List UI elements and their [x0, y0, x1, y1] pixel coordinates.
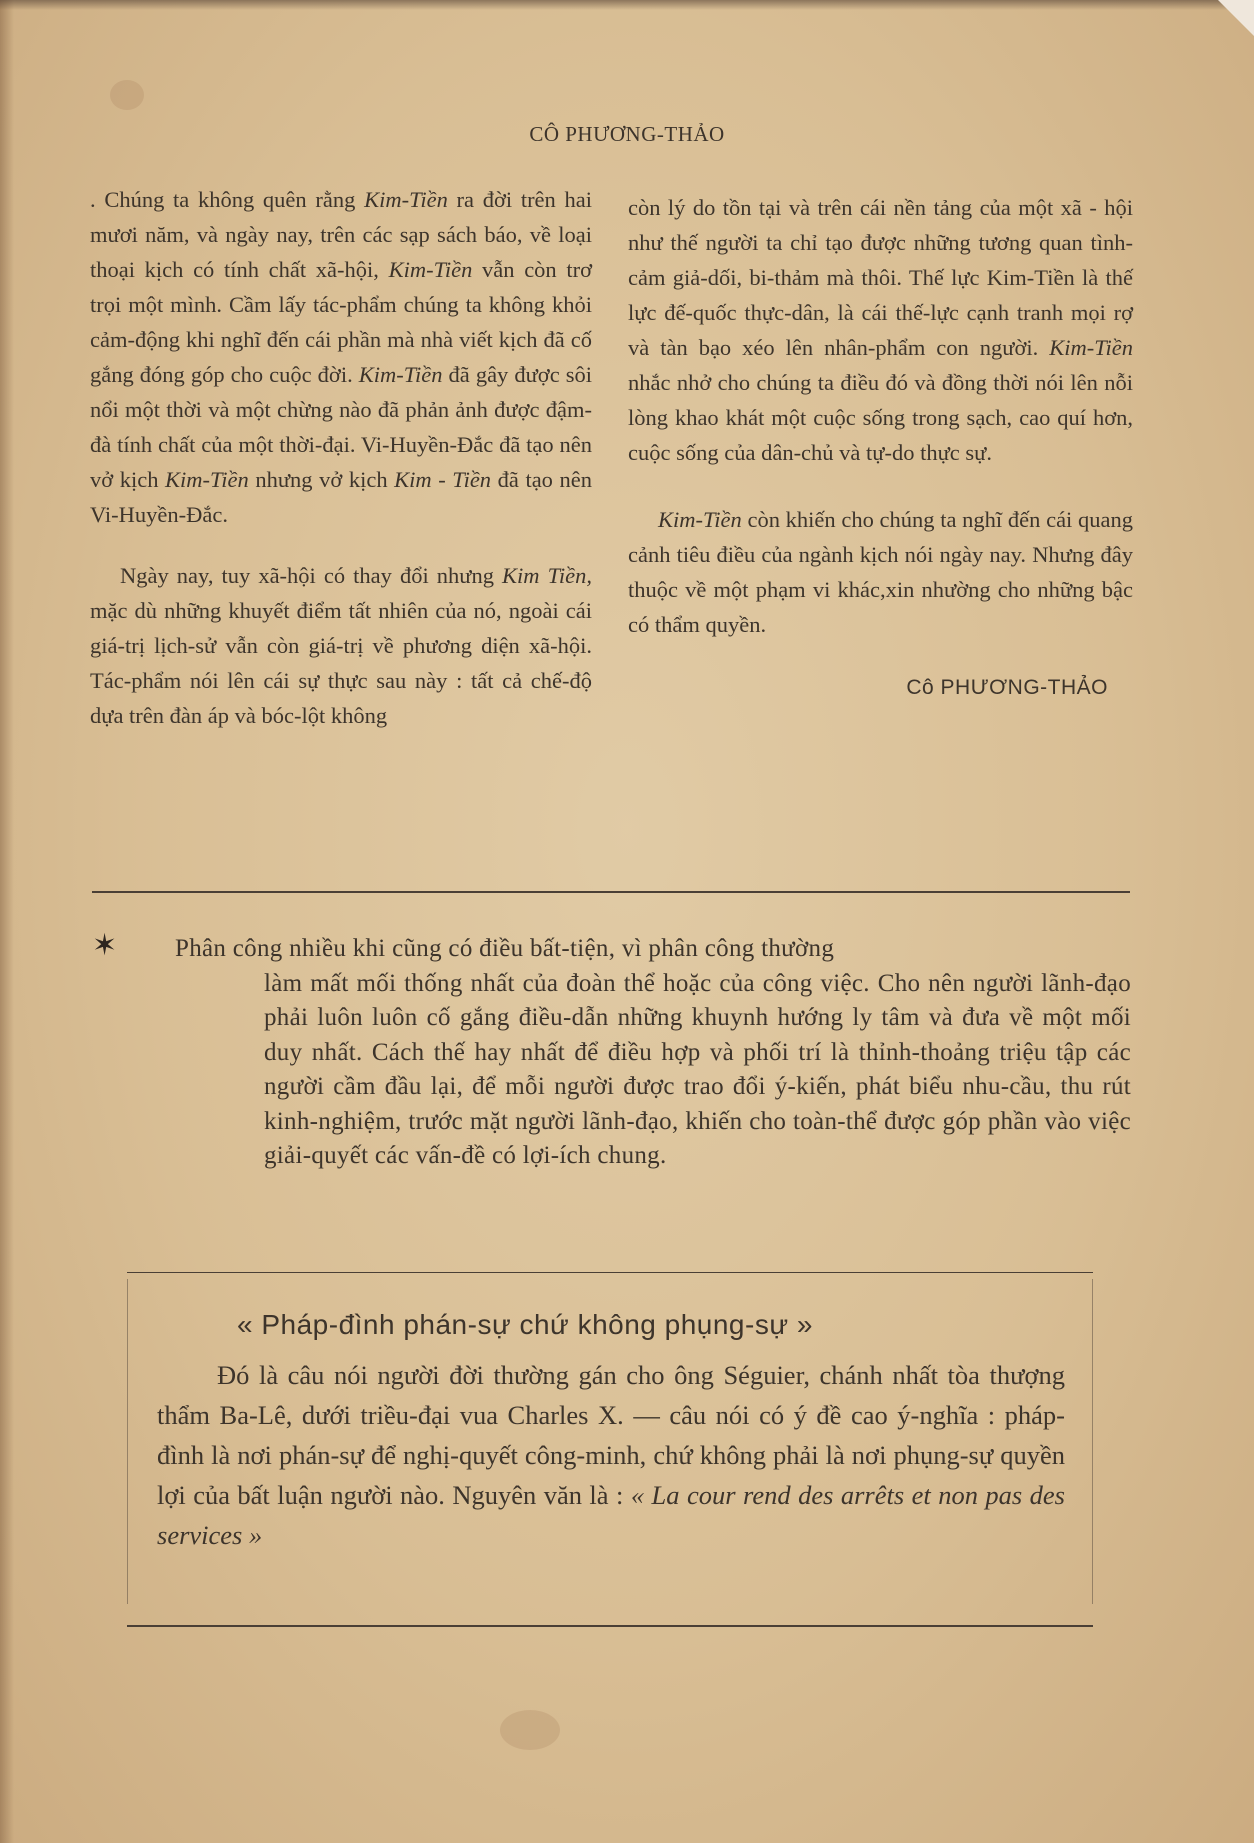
text-span: nhưng vở kịch	[248, 467, 395, 492]
text-span: đã tạo nên Vi-Huyền-Đắc.	[90, 467, 592, 527]
quote-body-text	[157, 1355, 1065, 1555]
page-header: CÔ PHƯƠNG-THẢO	[529, 122, 725, 146]
text-span: còn lý do tồn tại và trên cái nền tảng của một xã - hội như thế người ta chỉ tạo được những tương quan tình-cảm giả-dối, bi-thảm mà thôi. Thế lực Kim-Tiền là thế lực đế-quốc thực-dân, là cái thế-lực cạnh tranh mọi rợ và tàn bạo xéo lên nhân-phẩm con người.	[628, 195, 1133, 360]
title-kim-tien: Kim Tiền,	[502, 563, 592, 588]
title-kim-tien: Kim-Tiền	[364, 187, 448, 212]
page-edge-left	[0, 0, 14, 1843]
author-signature: Cô PHƯƠNG-THẢO	[906, 676, 1108, 699]
stain-spot	[110, 80, 144, 110]
text-span: đã gây được sôi nổi một thời và một chừng nào đã phản ảnh được đậm-đà tính chất của một thời-đại. Vi-Huyền-Đắc đã tạo nên vở kịch	[90, 362, 592, 492]
notice-first-line: Phân công nhiều khi cũng có điều bất-tiện, vì phân công thường	[175, 935, 835, 962]
notice-rest: làm mất mối thống nhất của đoàn thể hoặc của công việc. Cho nên người lãnh-đạo phải luôn luôn cố gắng điều-dẫn những khuynh hướng ly tâm và đưa về một mối duy nhất. Cách thế hay nhất để điều hợp và phối trí là thỉnh-thoảng triệu tập các người cầm đầu lại, để mỗi người được trao đổi ý-kiến, phát biểu nhu-cầu, thu rút kinh-nghiệm, trước mặt người lãnh-đạo, khiến cho toàn-thể được góp phần vào việc giải-quyết các vấn-đề có lợi-ích chung.	[264, 969, 1131, 1169]
french-quote: « La cour rend des arrêts et non pas des services »	[157, 1480, 1065, 1550]
text-span: mặc dù những khuyết điểm tất nhiên của nó, ngoài cái giá-trị lịch-sử vẫn còn giá-trị về phương diện xã-hội. Tác-phẩm nói lên cái sự thực sau này : tất cả chế-độ dựa trên đàn áp và bóc-lột không	[90, 598, 592, 728]
title-kim-tien: Kim-Tiền	[1049, 335, 1133, 360]
title-kim-tien: Kim-Tiền	[165, 467, 249, 492]
text-span: ra đời trên hai mươi năm, và ngày nay, trên các sạp sách báo, về loại thoại kịch có tính chất xã-hội,	[90, 187, 592, 282]
page-edge-top	[0, 0, 1254, 10]
notice-paragraph	[175, 932, 1131, 1174]
text-span: nhắc nhở cho chúng ta điều đó và đồng thời nói lên nỗi lòng khao khát một cuộc sống trong sạch, cao quí hơn, cuộc sống của dân-chủ và tự-do thực sự.	[628, 370, 1133, 465]
text-span: Ngày nay, tuy xã-hội có thay đổi nhưng	[120, 563, 503, 588]
folded-corner	[1218, 0, 1254, 36]
title-kim-tien: Kim-Tiền	[388, 257, 473, 282]
stain-spot	[500, 1710, 560, 1750]
quote-body	[157, 1355, 1065, 1555]
star-bullet-icon: ✶	[92, 929, 118, 962]
title-kim-tien: Kim - Tiền	[394, 467, 492, 492]
section-divider	[92, 891, 1130, 893]
text-span: Đó là câu nói người đời thường gán cho ông Séguier, chánh nhất tòa thượng thẩm Ba-Lê, dưới triều-đại vua Charles X. — câu nói có ý đề cao ý-nghĩa : pháp-đình là nơi phán-sự để nghị-quyết công-minh, chứ không phải là nơi phụng-sự quyền lợi của bất luận người nào. Nguyên văn là :	[157, 1360, 1065, 1510]
left-column	[90, 182, 592, 733]
text-span: còn khiến cho chúng ta nghĩ đến cái quang cảnh tiêu điều của ngành kịch nói ngày nay. Nhưng đây thuộc về một phạm vi khác,xin nhường cho những bậc có thẩm quyền.	[628, 507, 1133, 637]
quote-title: « Pháp-đình phán-sự chứ không phụng-sự »	[237, 1309, 813, 1340]
title-kim-tien: Kim-Tiền	[658, 507, 742, 532]
right-column	[628, 190, 1133, 705]
left-paragraph-2	[90, 558, 592, 733]
quote-box	[127, 1272, 1093, 1627]
text-span: . Chúng ta không quên rằng	[90, 187, 365, 212]
left-paragraph-1	[90, 182, 592, 532]
text-span: vẫn còn trơ trọi một mình. Cầm lấy tác-phẩm chúng ta không khỏi cảm-động khi nghĩ đến cái phần mà nhà viết kịch đã cố gắng đóng góp cho cuộc đời.	[90, 257, 592, 387]
right-paragraph-2	[628, 502, 1133, 642]
right-paragraph-1	[628, 190, 1133, 470]
paragraph-gap	[628, 470, 1133, 502]
title-kim-tien: Kim-Tiền	[358, 362, 443, 387]
